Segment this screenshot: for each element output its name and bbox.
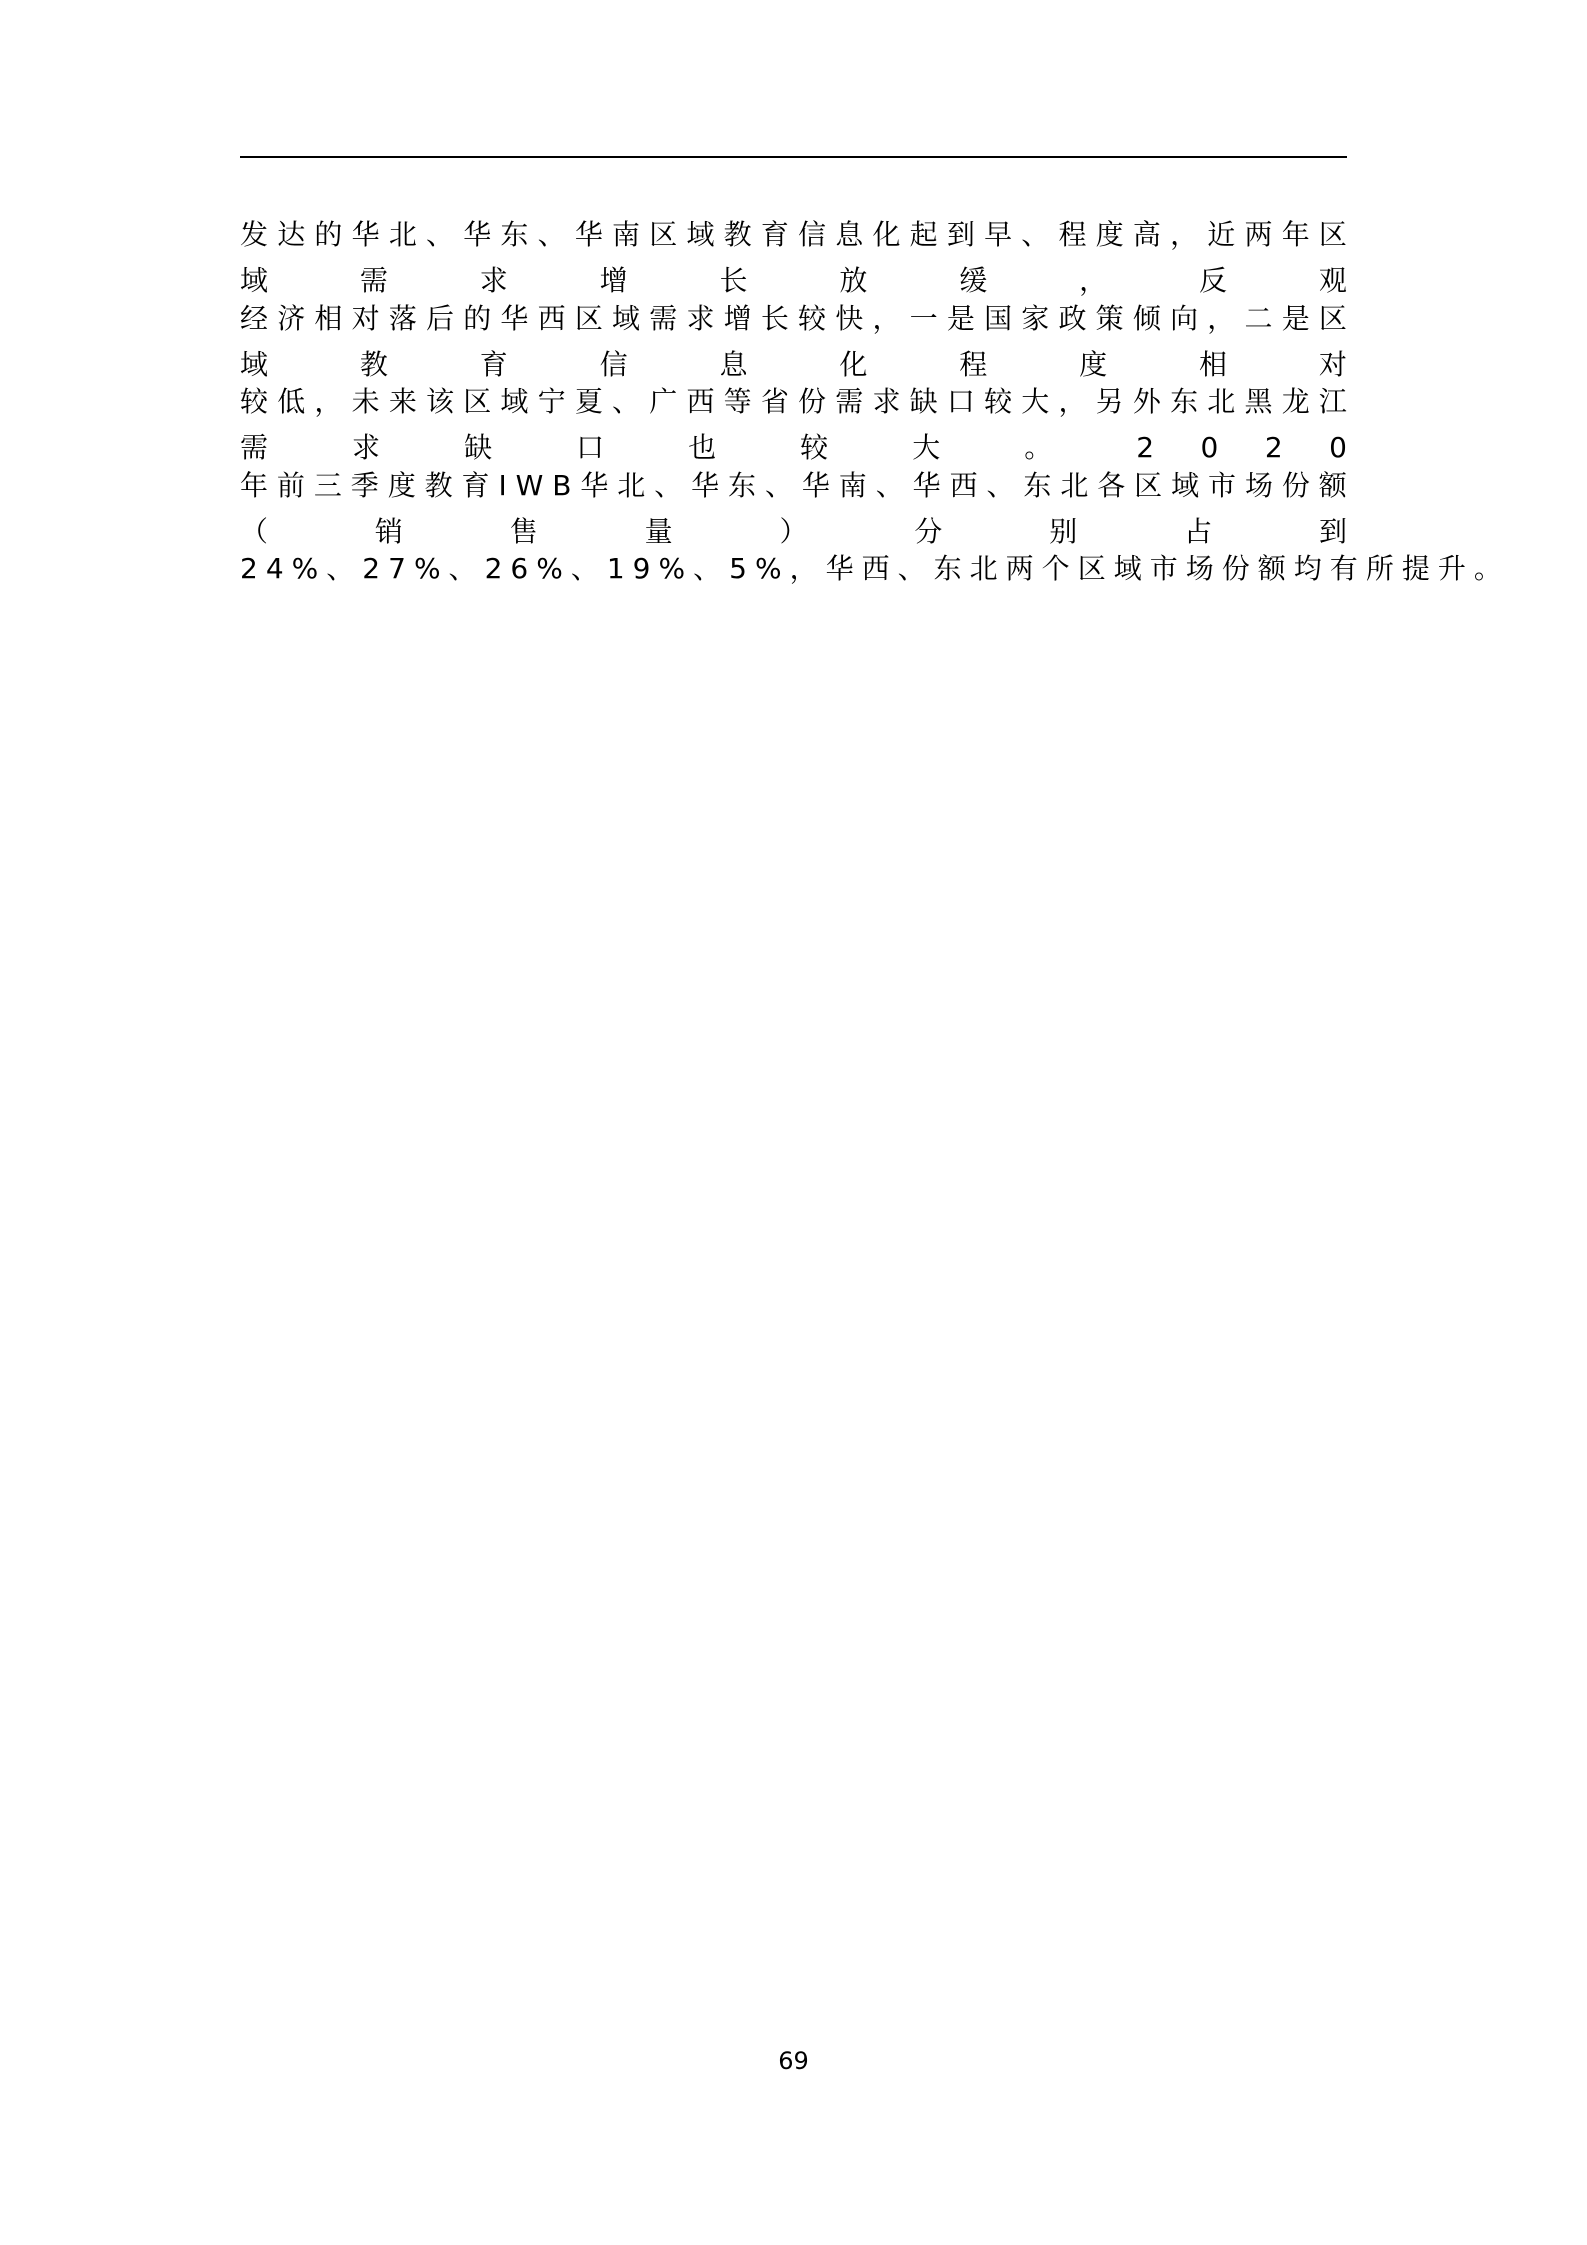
body-paragraph	[240, 212, 1510, 630]
header-rule	[240, 156, 1347, 158]
page-number: 69	[778, 2047, 809, 2075]
paragraph-line: 经 济 相 对 落 后 的 华 西 区 域 需 求 增 长 较 快 ， 一 是 国 家 政 策 倾 向 ， 二 是 区 域 教 育 信 息 化 程 度 相 对	[240, 301, 1347, 381]
paragraph-line: 年 前 三 季 度 教 育 I W B 华 北 、 华 东 、 华 南 、 华 西 、 东 北 各 区 域 市 场 份 额 （ 销 售 量 ） 分 别 占 到	[240, 468, 1348, 548]
paragraph-line: 较 低 ， 未 来 该 区 域 宁 夏 、 广 西 等 省 份 需 求 缺 口 较 大 ， 另 外 东 北 黑 龙 江 需 求 缺 口 也 较 大 。 2 0 2 0	[240, 385, 1347, 464]
paragraph-line: 发 达 的 华 北 、 华 东 、 华 南 区 域 教 育 信 息 化 起 到 早 、 程 度 高 ， 近 两 年 区 域 需 求 增 长 放 缓 ， 反 观	[240, 218, 1347, 297]
paragraph-line: 24%、27%、26%、19%、5%，华西、东北两个区域市场份额均有所提升。	[240, 552, 1510, 585]
